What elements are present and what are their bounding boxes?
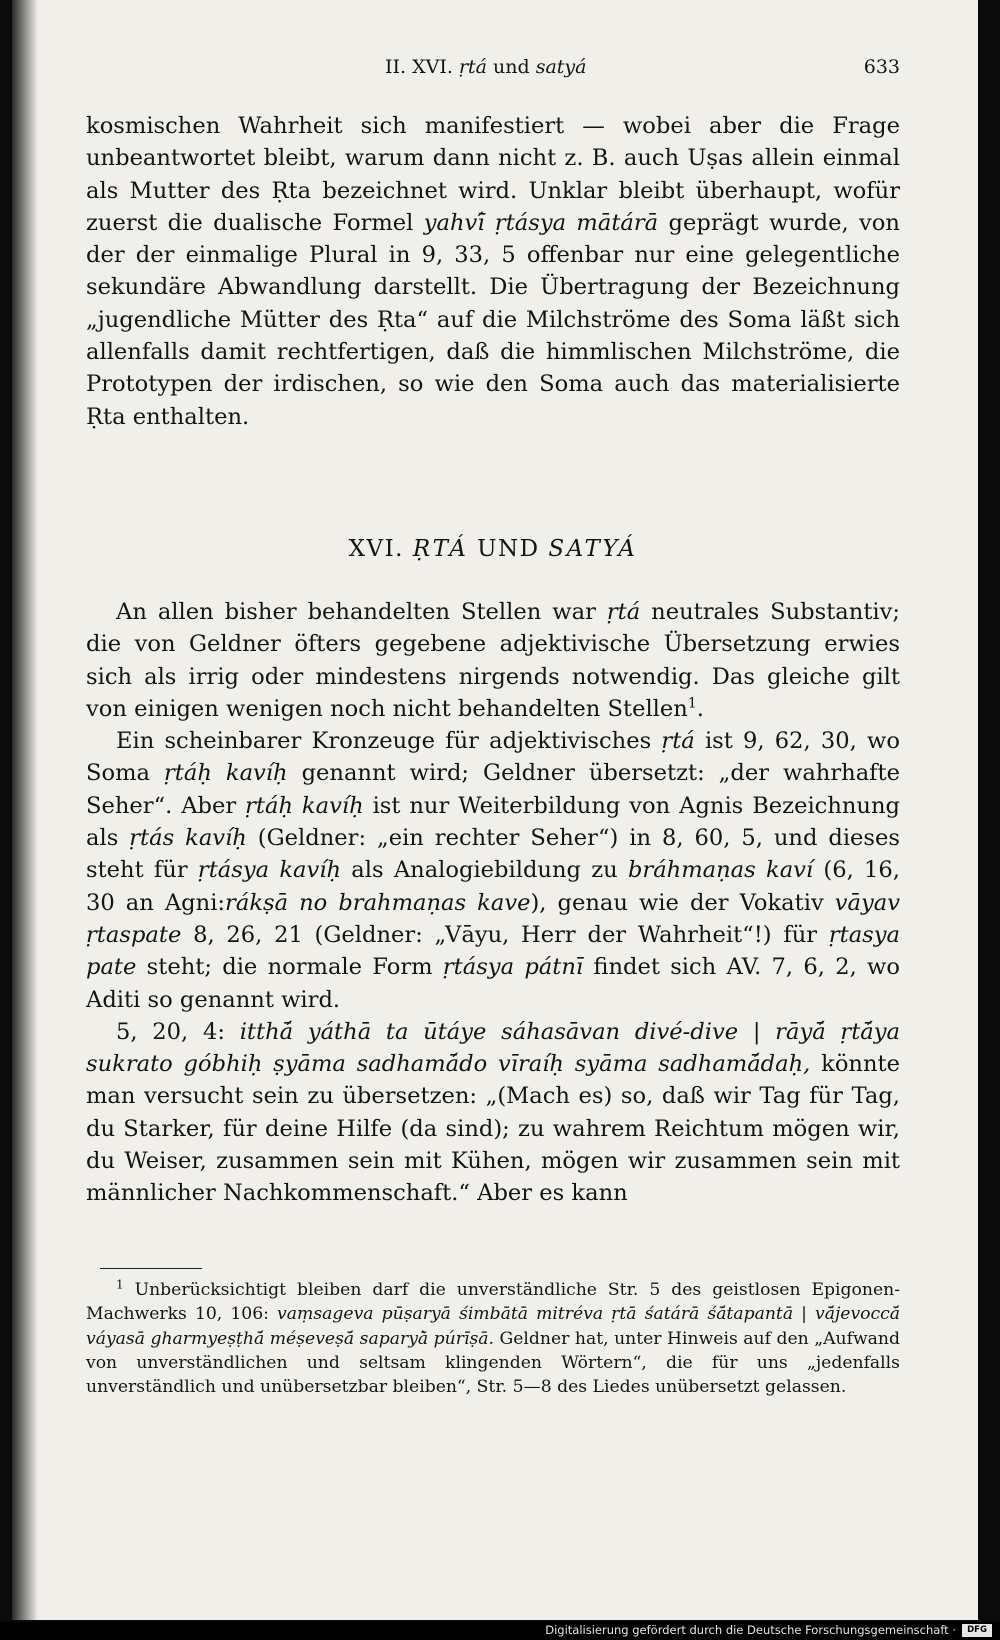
footnote-reference[interactable]: 1 [687,695,697,712]
paragraph-rv-5-20-4: 5, 20, 4: itthā́ yáthā ta ūtáye sáhasāvan divé-dive | rāyā́ ṛtā́ya sukrato góbhiḥ ṣyāma sadhamā́do vīraíḥ syāma sadhamā́daḥ, könnte man versucht sein zu übersetzen: „(Mach es) so, daß wir Tag für Tag, du Starker, für deine Hilfe (da sind); zu wahrem Reichtum mögen wir, du Weiser, zusammen sein mit Kühen, mögen wir zusammen sein mit männlicher Nachkommenschaft.“ Aber es kann [86,1018,901,1207]
digitization-footer [0,1622,1000,1640]
body-text [86,596,900,1210]
page-header [100,56,900,86]
footnote-mark: 1 [116,1277,124,1292]
running-title: II. XVI. ṛtá und satyá [385,56,587,78]
page-number: 633 [863,56,900,78]
footnote-divider [100,1268,202,1269]
dfg-logo-icon[interactable]: DFG [962,1624,992,1637]
page-gutter-shadow [12,0,38,1620]
section-heading: XVI. ṚTÁ UND SATYÁ [348,536,638,562]
paragraph-adjectival-translation: An allen bisher behandelten Stellen war ṛtá neutrales Substantiv; die von Geldner öfters gegebene adjektivische Übersetzung erwies sich als irrig oder mindestens nirgends notwendig. Das gleiche gilt von einigen wenigen noch nicht behandelten Stellen$^1$. [86,599,901,722]
funding-credit: Digitalisierung gefördert durch die Deutsche Forschungsgemeinschaft · [545,1623,956,1637]
paragraph-kronzeuge: Ein scheinbarer Kronzeuge für adjektivisches ṛtá ist 9, 62, 30, wo Soma ṛtáḥ kavíḥ genannt wird; Geldner übersetzt: „der wahrhafte Seher“. Aber ṛtáḥ kavíḥ ist nur Weiterbildung von Agnis Bezeichnung als ṛtás kavíḥ (Geldner: „ein rechter Seher“) in 8, 60, 5, und dieses steht für ṛtásya kavíḥ als Analogiebildung zu bráhmaṇas kaví (6, 16, 30 an Agni:rákṣā no brahmaṇas kave), genau wie der Vokativ vāyav ṛtaspate 8, 26, 21 (Geldner: „Vāyu, Herr der Wahrheit“!) für ṛtasya pate steht; die normale Form ṛtásya pátnī findet sich AV. 7, 6, 2, wo Aditi so genannt wird. [86,728,901,1013]
book-page [12,0,978,1620]
footnote: $^1$ Unberücksichtigt bleiben darf die unverständliche Str. 5 des geistlosen Epigonen-Machwerks 10, 106: vaṃsageva pūṣaryā śimbātā mitréva ṛtā śatárā śā́tapantā | vā́jevoccā́ váyasā gharmyeṣṭhā́ méṣeveṣā́ saparyā̀ púrīṣā. Geldner hat, unter Hinweis auf den „Aufwand von unverständlichen und seltsam klingenden Wörtern“, die für uns „jedenfalls unverständlich und unübersetzbar bleiben“, Str. 5—8 des Liedes unübersetzt gelassen. [86,1277,901,1398]
paragraph-continuation: kosmischen Wahrheit sich manifestiert — wobei aber die Frage unbeantwortet bleibt, warum dann nicht z. B. auch Uṣas allein einmal als Mutter des Ṛta bezeichnet wird. Unklar bleibt überhaupt, wofür zuerst die dualische Formel yahvī́ ṛtásya mātárā geprägt wurde, von der der einmalige Plural in 9, 33, 5 offenbar nur eine gelegentliche sekundäre Abwandlung darstellt. Die Übertragung der Bezeichnung „jugendliche Mütter des Ṛta“ auf die Milchströme des Soma läßt sich allenfalls damit rechtfertigen, daß die himmlischen Milchströme, die Prototypen der irdischen, so wie den Soma auch das materialisierte Ṛta enthalten. [86,113,900,430]
